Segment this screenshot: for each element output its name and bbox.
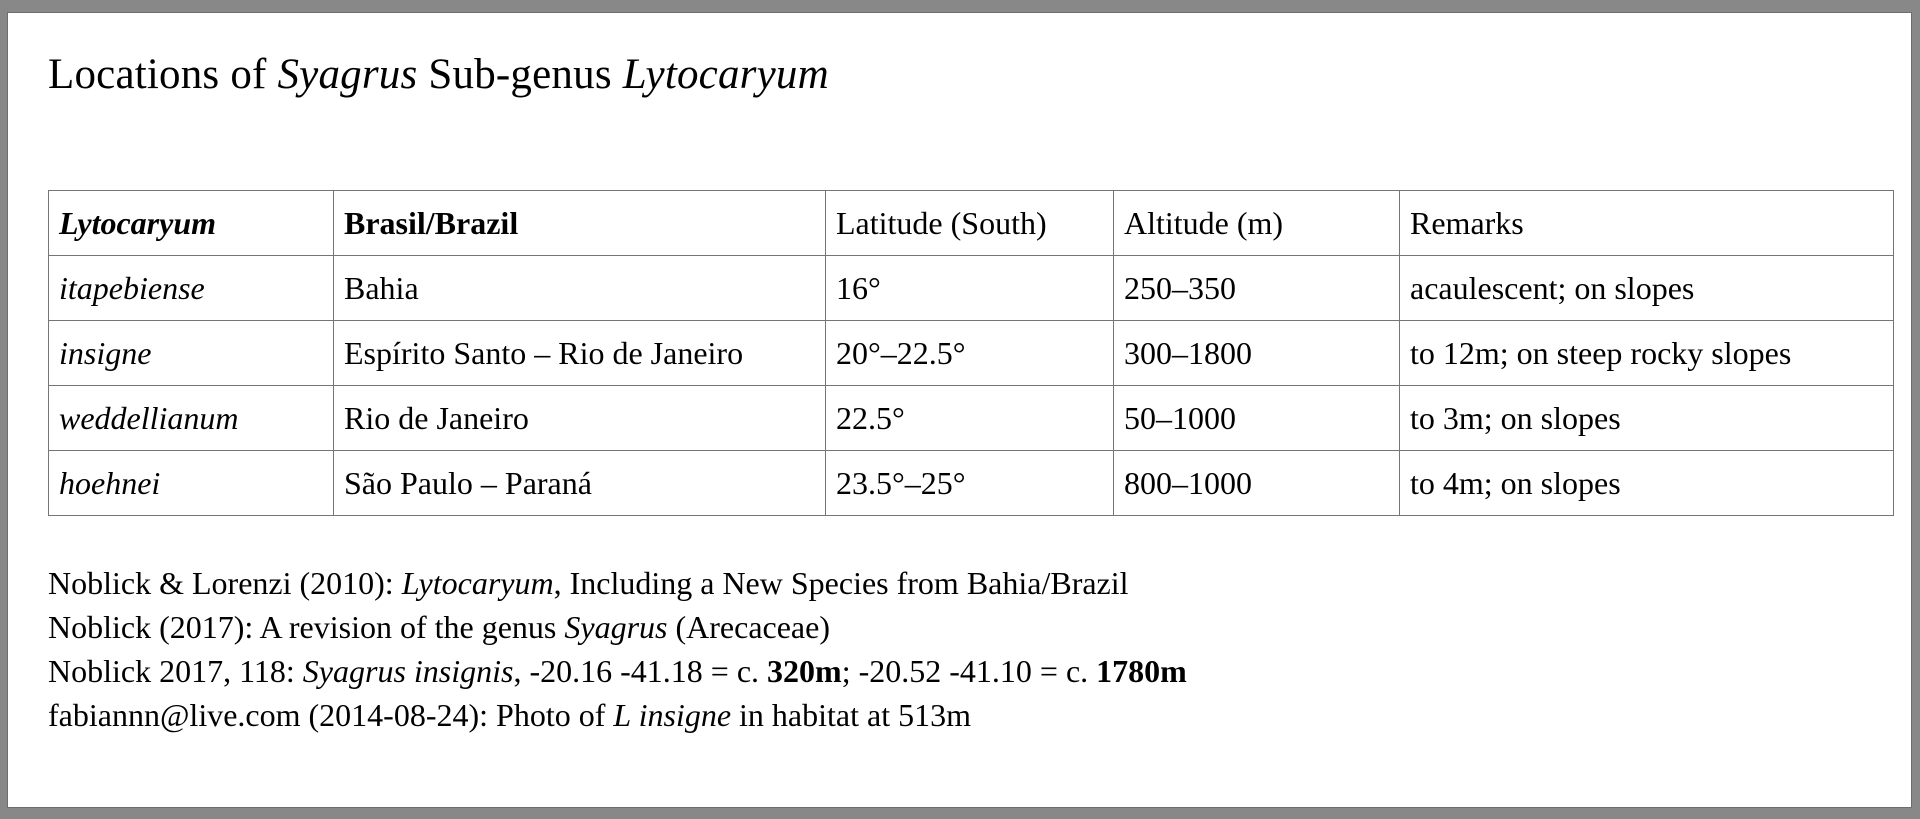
- text-segment: ; -20.52 -41.10 = c.: [841, 653, 1097, 689]
- table-cell: itapebiense: [49, 256, 334, 321]
- table-cell: Bahia: [334, 256, 826, 321]
- table-cell: insigne: [49, 321, 334, 386]
- table-cell: hoehnei: [49, 451, 334, 516]
- table-header-row: [49, 191, 1894, 256]
- table-cell: Espírito Santo – Rio de Janeiro: [334, 321, 826, 386]
- table-row: [49, 256, 1894, 321]
- table-cell: 250–350: [1114, 256, 1400, 321]
- text-segment: Lytocaryum: [401, 565, 554, 601]
- reference-line-3: [48, 649, 1911, 693]
- table-row: [49, 386, 1894, 451]
- table-cell: 800–1000: [1114, 451, 1400, 516]
- text-segment: Lytocaryum: [622, 51, 829, 98]
- text-segment: in habitat at 513m: [731, 697, 971, 733]
- table-cell: to 3m; on slopes: [1400, 386, 1894, 451]
- text-segment: Syagrus: [277, 51, 418, 98]
- table-cell: 23.5°–25°: [826, 451, 1114, 516]
- text-segment: Sub-genus: [417, 51, 623, 98]
- text-segment: Syagrus insignis: [302, 653, 514, 689]
- table-cell: 300–1800: [1114, 321, 1400, 386]
- column-header: Brasil/Brazil: [334, 191, 826, 256]
- column-header: Altitude (m): [1114, 191, 1400, 256]
- text-segment: Noblick 2017, 118:: [48, 653, 303, 689]
- table-cell: 50–1000: [1114, 386, 1400, 451]
- table-row: [49, 321, 1894, 386]
- text-segment: Noblick & Lorenzi (2010):: [48, 565, 402, 601]
- column-header: Latitude (South): [826, 191, 1114, 256]
- document-page: [8, 13, 1911, 807]
- reference-line-1: [48, 561, 1911, 605]
- text-segment: , -20.16 -41.18 = c.: [513, 653, 768, 689]
- text-segment: Noblick (2017): A revision of the genus: [48, 609, 565, 645]
- table-cell: São Paulo – Paraná: [334, 451, 826, 516]
- table-cell: 20°–22.5°: [826, 321, 1114, 386]
- table-cell: acaulescent; on slopes: [1400, 256, 1894, 321]
- reference-line-4: [48, 693, 1911, 737]
- text-segment: 1780m: [1096, 653, 1187, 689]
- column-header: Remarks: [1400, 191, 1894, 256]
- text-segment: (Arecaceae): [667, 609, 830, 645]
- text-segment: 320m: [767, 653, 842, 689]
- locations-table: [48, 190, 1894, 516]
- column-header: Lytocaryum: [49, 191, 334, 256]
- table-cell: 16°: [826, 256, 1114, 321]
- text-segment: Locations of: [48, 51, 278, 98]
- table-body: [49, 256, 1894, 516]
- text-segment: L insigne: [613, 697, 732, 733]
- text-segment: , Including a New Species from Bahia/Brazil: [553, 565, 1129, 601]
- table-row: [49, 451, 1894, 516]
- text-segment: fabiannn@live.com (2014-08-24): Photo of: [48, 697, 614, 733]
- page-title: [48, 49, 1911, 101]
- table-cell: to 4m; on slopes: [1400, 451, 1894, 516]
- text-segment: Syagrus: [564, 609, 668, 645]
- table-cell: Rio de Janeiro: [334, 386, 826, 451]
- table-cell: 22.5°: [826, 386, 1114, 451]
- references: [48, 561, 1911, 737]
- table-cell: to 12m; on steep rocky slopes: [1400, 321, 1894, 386]
- table-cell: weddellianum: [49, 386, 334, 451]
- reference-line-2: [48, 605, 1911, 649]
